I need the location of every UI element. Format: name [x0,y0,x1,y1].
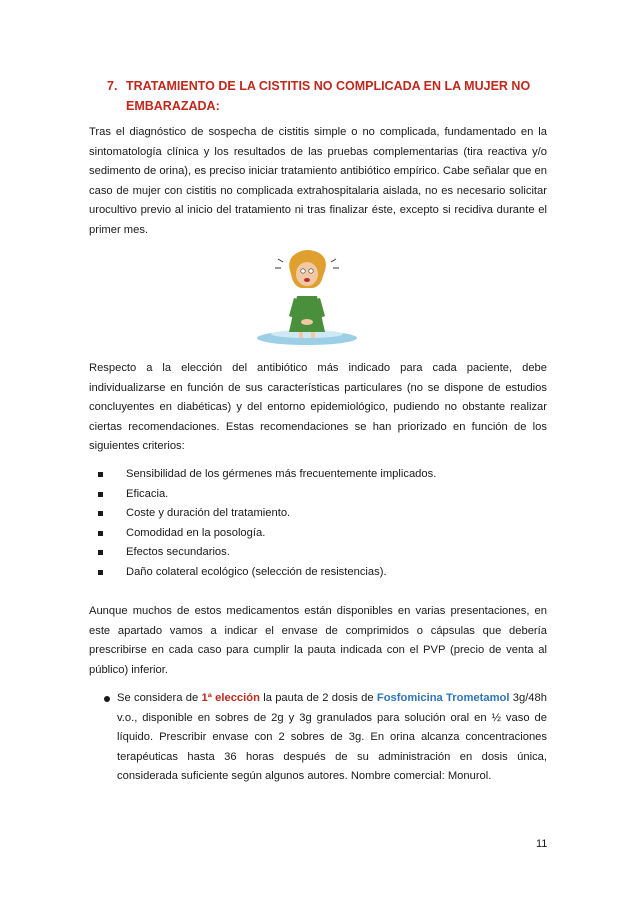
presentation-paragraph: Aunque muchos de estos medicamentos están disponibles en varias presentaciones, en este apartado vamos a indicar el envase de comprimidos o cápsulas que debería prescribirse en cada caso para cumplir la pauta indicada con el PVP (precio de venta al público) inferior. [89,605,547,676]
square-bullet-icon [98,550,103,555]
selection-paragraph: Respecto a la elección del antibiótico más indicado para cada paciente, debe individualizarse en función de sus características particulares (no se dispone de estudios concluyentes en diabéticas) y del entorno epidemiológico, pudiendo no obstante realizar ciertas recomendaciones. Estas recomendaciones se han priorizado en función de los siguientes criterios: [89,362,547,452]
round-bullet-icon [104,696,110,702]
square-bullet-icon [98,531,103,536]
list-item: Coste y duración del tratamiento. [96,504,536,524]
drug-name: Fosfomicina Trometamol [376,692,510,704]
square-bullet-icon [98,472,103,477]
square-bullet-icon [98,570,103,575]
square-bullet-icon [98,511,103,516]
first-choice-text: Se considera de 1ª elección la pauta de 2 dosis de Fosfomicina Trometamol 3g/48h v.o., disponible en sobres de 2g y 3g granulados para solución oral en ½ vaso de líquido. Prescribir envase con 2 sobres de 3g. En orina alcanza concentraciones terapéuticas hasta 36 horas después de su administración en dosis única, considerada suficiente según algunos autores. Nombre comercial: Monurol. [117,692,547,782]
section-title: TRATAMIENTO DE LA CISTITIS NO COMPLICADA EN LA MUJER NO EMBARAZADA: [126,79,531,113]
first-choice-highlight: 1ª elección [201,692,260,704]
list-item: Sensibilidad de los gérmenes más frecuentemente implicados. [96,465,536,485]
list-item: Daño colateral ecológico (selección de resistencias). [96,563,536,583]
cartoon-woman-illustration [247,246,367,346]
section-heading [107,76,567,116]
page-number: 11 [536,838,548,850]
list-item: Efectos secundarios. [96,543,536,563]
section-number: 7. [107,79,118,93]
criteria-list [96,465,536,582]
first-choice-item [104,689,547,787]
list-item: Eficacia. [96,485,536,505]
square-bullet-icon [98,492,103,497]
intro-paragraph: Tras el diagnóstico de sospecha de cistitis simple o no complicada, fundamentado en la sintomatología clínica y los resultados de las pruebas complementarias (tira reactiva y/o sedimento de orina), es preciso iniciar tratamiento antibiótico empírico. Cabe señalar que en caso de mujer con cistitis no complicada extrahospitalaria aislada, no es necesario solicitar urocultivo previo al inicio del tratamiento ni tras finalizar éste, excepto si recidiva durante el primer mes. [89,126,547,236]
list-item: Comodidad en la posología. [96,524,536,544]
